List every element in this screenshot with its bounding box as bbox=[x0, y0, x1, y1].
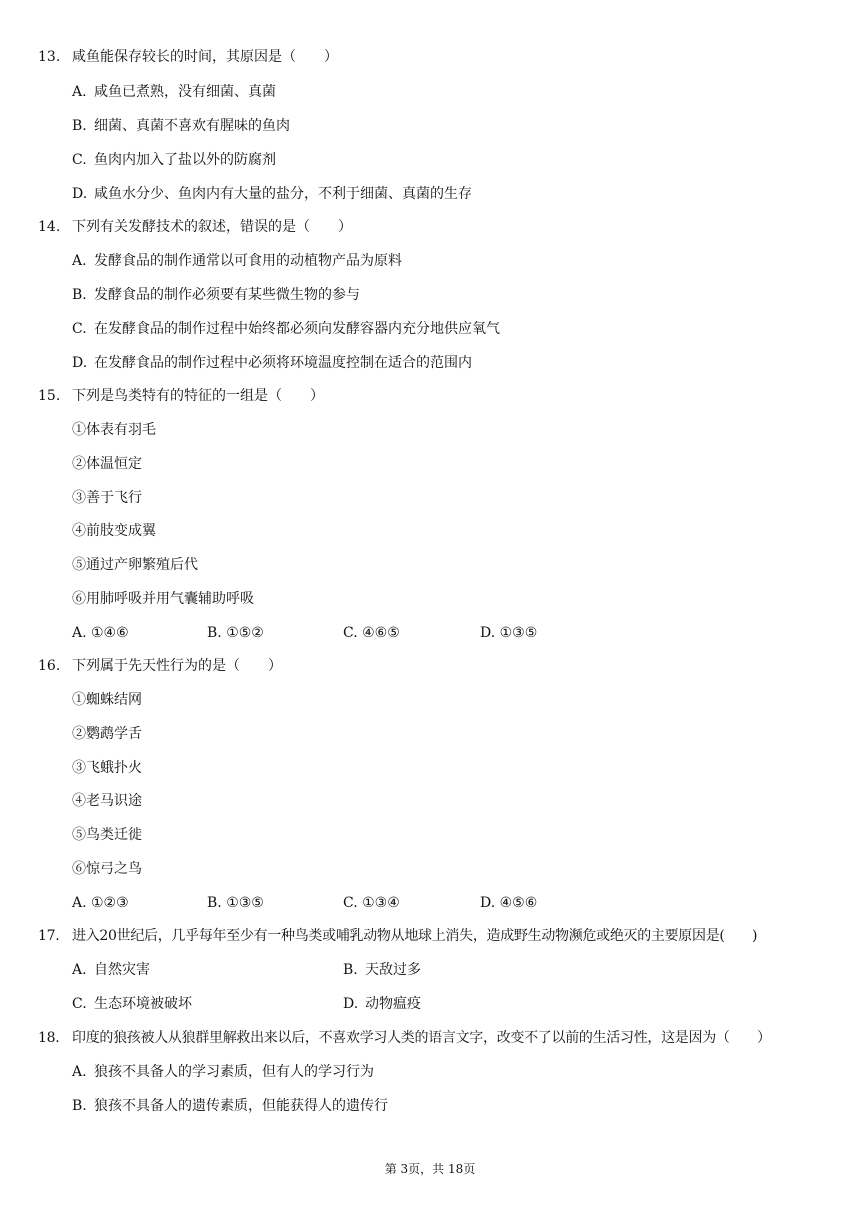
question-18-option-a bbox=[72, 1062, 374, 1082]
option-text: 咸鱼水分少、鱼肉内有大量的盐分，不利于细菌、真菌的生存 bbox=[94, 186, 472, 202]
question-number: 16. bbox=[38, 658, 61, 674]
question-15-stem bbox=[38, 386, 324, 406]
question-14-option-b bbox=[72, 285, 360, 305]
question-13-option-c bbox=[72, 150, 276, 170]
option-text: 狼孩不具备人的遗传素质，但能获得人的遗传行 bbox=[94, 1098, 388, 1114]
question-text: 下列是鸟类特有的特征的一组是（ ） bbox=[72, 388, 324, 404]
question-14-option-c bbox=[72, 319, 500, 339]
option-letter: B. bbox=[72, 287, 87, 303]
question-text: 下列有关发酵技术的叙述，错误的是（ ） bbox=[72, 219, 352, 235]
question-number: 17. bbox=[38, 928, 60, 944]
option-text: 发酵食品的制作必须要有某些微生物的参与 bbox=[94, 287, 360, 303]
option-letter: B. bbox=[343, 962, 358, 978]
option-text: 生态环境被破坏 bbox=[94, 996, 192, 1012]
question-17-option-c bbox=[72, 994, 192, 1014]
question-text: 进入20世纪后，几乎每年至少有一种鸟类或哺乳动物从地球上消失，造成野生动物濒危或绝灭的主要原因是( ) bbox=[72, 928, 758, 944]
option-letter: C. bbox=[72, 996, 87, 1012]
option-text: 咸鱼已煮熟，没有细菌、真菌 bbox=[94, 84, 276, 100]
question-16-item-3: ③飞蛾扑火 bbox=[72, 760, 142, 776]
question-number: 14. bbox=[38, 219, 61, 235]
question-16-stem bbox=[38, 656, 282, 676]
option-letter: A. bbox=[72, 253, 87, 269]
question-16-item-4: ④老马识途 bbox=[72, 793, 142, 809]
option-letter: D. bbox=[72, 355, 88, 371]
option-letter: C. bbox=[72, 152, 87, 168]
option-text: 鱼肉内加入了盐以外的防腐剂 bbox=[94, 152, 276, 168]
question-15-choice-a: A. ①④⑥ bbox=[72, 625, 129, 641]
question-13-option-b bbox=[72, 116, 290, 136]
option-letter: D. bbox=[72, 186, 88, 202]
option-text: 天敌过多 bbox=[365, 962, 421, 978]
question-16-item-1: ①蜘蛛结网 bbox=[72, 692, 142, 708]
option-letter: A. bbox=[72, 1064, 87, 1080]
option-letter: D. bbox=[343, 996, 359, 1012]
question-16-item-5: ⑤鸟类迁徙 bbox=[72, 827, 142, 843]
option-text: 自然灾害 bbox=[94, 962, 150, 978]
option-text: 动物瘟疫 bbox=[365, 996, 421, 1012]
question-16-choice-d: D. ④⑤⑥ bbox=[480, 895, 538, 911]
question-15-item-6: ⑥用肺呼吸并用气囊辅助呼吸 bbox=[72, 591, 254, 607]
question-16-item-6: ⑥惊弓之鸟 bbox=[72, 861, 142, 877]
option-letter: A. bbox=[72, 962, 87, 978]
option-text: 在发酵食品的制作过程中始终都必须向发酵容器内充分地供应氧气 bbox=[94, 321, 500, 337]
question-16-choice-a: A. ①②③ bbox=[72, 895, 129, 911]
option-letter: C. bbox=[72, 321, 87, 337]
option-text: 在发酵食品的制作过程中必须将环境温度控制在适合的范围内 bbox=[94, 355, 472, 371]
question-16-item-2: ②鹦鹉学舌 bbox=[72, 726, 142, 742]
question-13-stem bbox=[38, 47, 338, 67]
question-text: 印度的狼孩被人从狼群里解救出来以后，不喜欢学习人类的语言文字，改变不了以前的生活习性，这是因为（ ） bbox=[72, 1030, 771, 1046]
question-15-item-5: ⑤通过产卵繁殖后代 bbox=[72, 557, 198, 573]
option-letter: B. bbox=[72, 118, 87, 134]
question-number: 13. bbox=[38, 49, 61, 65]
question-18-option-b bbox=[72, 1096, 388, 1116]
question-15-choice-d: D. ①③⑤ bbox=[480, 625, 538, 641]
question-15-item-3: ③善于飞行 bbox=[72, 490, 142, 506]
question-18-stem bbox=[38, 1028, 771, 1048]
option-letter: A. bbox=[72, 84, 87, 100]
option-text: 狼孩不具备人的学习素质，但有人的学习行为 bbox=[94, 1064, 374, 1080]
question-17-option-d bbox=[343, 994, 421, 1014]
question-17-option-a bbox=[72, 960, 150, 980]
question-15-item-1: ①体表有羽毛 bbox=[72, 422, 156, 438]
question-16-choice-b: B. ①③⑤ bbox=[207, 895, 264, 911]
question-text: 咸鱼能保存较长的时间，其原因是（ ） bbox=[72, 49, 338, 65]
question-15-choice-b: B. ①⑤② bbox=[207, 625, 264, 641]
question-17-stem bbox=[38, 926, 757, 946]
page-footer: 第 3页，共 18页 bbox=[384, 1162, 476, 1176]
question-15-item-2: ②体温恒定 bbox=[72, 456, 142, 472]
question-text: 下列属于先天性行为的是（ ） bbox=[72, 658, 282, 674]
question-number: 18. bbox=[38, 1030, 60, 1046]
option-text: 细菌、真菌不喜欢有腥味的鱼肉 bbox=[94, 118, 290, 134]
question-17-option-b bbox=[343, 960, 421, 980]
option-text: 发酵食品的制作通常以可食用的动植物产品为原料 bbox=[94, 253, 402, 269]
question-14-option-d bbox=[72, 353, 472, 373]
question-14-option-a bbox=[72, 251, 402, 271]
question-16-choice-c: C. ①③④ bbox=[343, 895, 400, 911]
question-13-option-d bbox=[72, 184, 472, 204]
question-15-item-4: ④前肢变成翼 bbox=[72, 523, 156, 539]
question-14-stem bbox=[38, 217, 352, 237]
question-number: 15. bbox=[38, 388, 61, 404]
option-letter: B. bbox=[72, 1098, 87, 1114]
question-13-option-a bbox=[72, 82, 276, 102]
question-15-choice-c: C. ④⑥⑤ bbox=[343, 625, 400, 641]
